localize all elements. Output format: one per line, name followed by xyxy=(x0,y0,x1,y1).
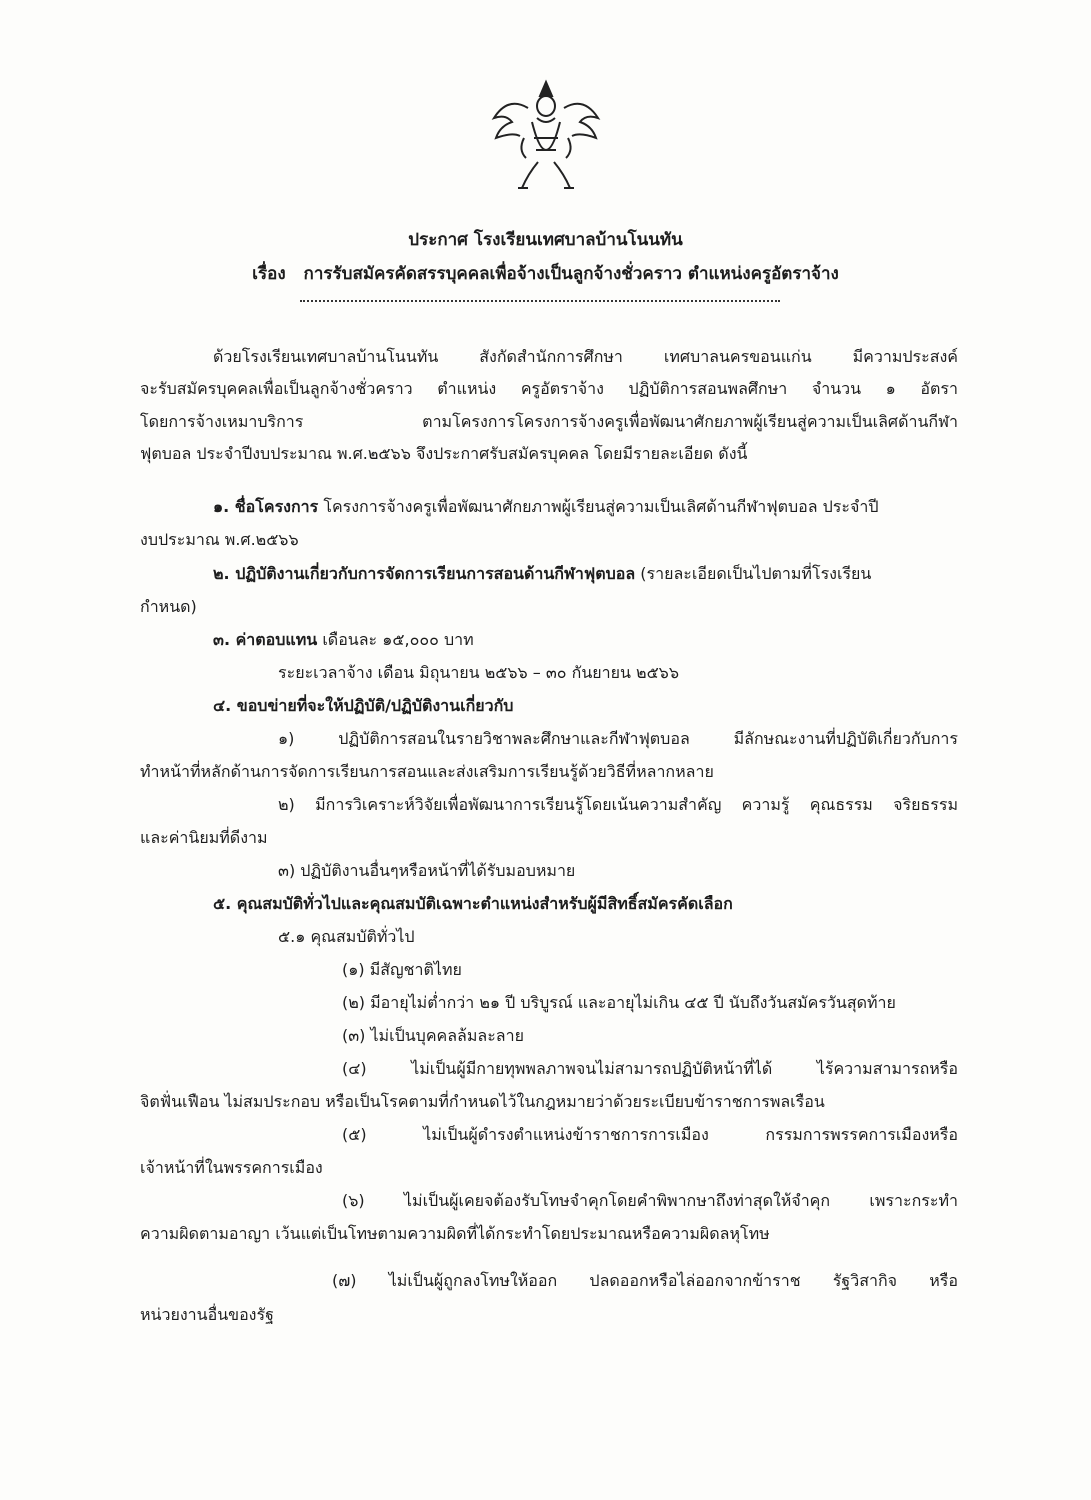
qualification-7: (๗) ไม่เป็นผู้ถูกลงโทษให้ออก ปลดออกหรือไล่ออกจากข้าราช รัฐวิสากิจ หรือ xyxy=(332,1271,958,1290)
section-4-item-3: ๓) ปฏิบัติงานอื่นๆหรือหน้าที่ได้รับมอบหมาย xyxy=(278,861,576,880)
section-3-label: ๓. ค่าตอบแทน xyxy=(213,630,318,649)
qualification-7-cont: หน่วยงานอื่นของรัฐ xyxy=(140,1305,274,1324)
section-4-item-1: ๑) ปฏิบัติการสอนในรายวิชาพละศึกษาและกีฬาฟุตบอล มีลักษณะงานที่ปฏิบัติเกี่ยวกับการ xyxy=(278,729,958,748)
subject-label: เรื่อง xyxy=(252,264,286,284)
intro-line-1: ด้วยโรงเรียนเทศบาลบ้านโนนทัน สังกัดสำนักการศึกษา เทศบาลนครขอนแก่น มีความประสงค์ xyxy=(213,347,958,366)
section-2 xyxy=(213,564,871,584)
qualification-4: (๔) ไม่เป็นผู้มีกายทุพพลภาพจนไม่สามารถปฏิบัติหน้าที่ได้ ไร้ความสามารถหรือ xyxy=(342,1059,958,1078)
intro-line-2: จะรับสมัครบุคคลเพื่อเป็นลูกจ้างชั่วคราว ตำแหน่ง ครูอัตราจ้าง ปฏิบัติการสอนพลศึกษา จำนวน ๑ อัตรา xyxy=(140,379,958,398)
intro-line-4: ฟุตบอล ประจำปีงบประมาณ พ.ศ.๒๕๖๖ จึงประกาศรับสมัครบุคคล โดยมีรายละเอียด ดังนี้ xyxy=(140,444,748,463)
garuda-emblem-icon xyxy=(488,78,604,198)
qualification-3: (๓) ไม่เป็นบุคคลล้มละลาย xyxy=(342,1026,524,1045)
section-1 xyxy=(213,497,958,517)
announcement-subject xyxy=(0,260,1091,287)
section-2-text: (รายละเอียดเป็นไปตามที่โรงเรียน xyxy=(640,564,872,583)
qualification-6: (๖) ไม่เป็นผู้เคยจต้องรับโทษจำคุกโดยคำพิพากษาถึงท่าสุดให้จำคุก เพราะกระทำ xyxy=(342,1191,958,1210)
qualification-5-cont: เจ้าหน้าที่ในพรรคการเมือง xyxy=(140,1158,323,1177)
section-1-cont: งบประมาณ พ.ศ.๒๕๖๖ xyxy=(140,530,299,549)
section-4-item-2: ๒) มีการวิเคราะห์วิจัยเพื่อพัฒนาการเรียนรู้โดยเน้นความสำคัญ ความรู้ คุณธรรม จริยธรรม xyxy=(278,795,958,814)
section-2-cont: กำหนด) xyxy=(140,597,197,616)
subject-text: การรับสมัครคัดสรรบุคคลเพื่อจ้างเป็นลูกจ้างชั่วคราว ตำแหน่งครูอัตราจ้าง xyxy=(303,264,839,284)
announcement-title: ประกาศ โรงเรียนเทศบาลบ้านโนนทัน xyxy=(408,230,683,250)
section-5-label: ๕. คุณสมบัติทั่วไปและคุณสมบัติเฉพาะตำแหน่งสำหรับผู้มีสิทธิ์สมัครคัดเลือก xyxy=(213,894,733,913)
section-3 xyxy=(213,630,474,650)
section-4-item-2-cont: และค่านิยมที่ดีงาม xyxy=(140,828,268,847)
intro-line-3: โดยการจ้างเหมาบริการ ตามโครงการโครงการจ้างครูเพื่อพัฒนาศักยภาพผู้เรียนสู่ความเป็นเลิศด้านกีฬา xyxy=(140,412,958,431)
qualification-4-cont: จิตฟั่นเฟือน ไม่สมประกอบ หรือเป็นโรคตามที่กำหนดไว้ในกฎหมายว่าด้วยระเบียบข้าราชการพลเรือน xyxy=(140,1092,825,1111)
section-2-label: ๒. ปฏิบัติงานเกี่ยวกับการจัดการเรียนการสอนด้านกีฬาฟุตบอล xyxy=(213,564,636,583)
qualification-1: (๑) มีสัญชาติไทย xyxy=(342,960,462,979)
section-3-period: ระยะเวลาจ้าง เดือน มิถุนายน ๒๕๖๖ – ๓๐ กันยายน ๒๕๖๖ xyxy=(278,663,679,682)
section-4-label: ๔. ขอบข่ายที่จะให้ปฏิบัติ/ปฏิบัติงานเกี่ยวกับ xyxy=(213,696,514,715)
qualification-5: (๕) ไม่เป็นผู้ดำรงตำแหน่งข้าราชการการเมือง กรรมการพรรคการเมืองหรือ xyxy=(342,1125,958,1144)
section-3-text: เดือนละ ๑๕,๐๐๐ บาท xyxy=(322,630,474,649)
section-4-item-1-cont: ทำหน้าที่หลักด้านการจัดการเรียนการสอนและส่งเสริมการเรียนรู้ด้วยวิธีที่หลากหลาย xyxy=(140,762,714,781)
section-1-text: โครงการจ้างครูเพื่อพัฒนาศักยภาพผู้เรียนสู่ความเป็นเลิศด้านกีฬาฟุตบอล ประจำปี xyxy=(323,497,879,516)
qualification-2: (๒) มีอายุไม่ต่ำกว่า ๒๑ ปี บริบูรณ์ และอายุไม่เกิน ๔๕ ปี นับถึงวันสมัครวันสุดท้าย xyxy=(342,993,896,1012)
qualification-6-cont: ความผิดตามอาญา เว้นแต่เป็นโทษตามความผิดที่ได้กระทำโดยประมาณหรือความผิดลหุโทษ xyxy=(140,1224,770,1243)
section-5-1-label: ๕.๑ คุณสมบัติทั่วไป xyxy=(278,927,415,946)
dotted-divider xyxy=(300,300,780,302)
section-1-label: ๑. ชื่อโครงการ xyxy=(213,497,319,516)
